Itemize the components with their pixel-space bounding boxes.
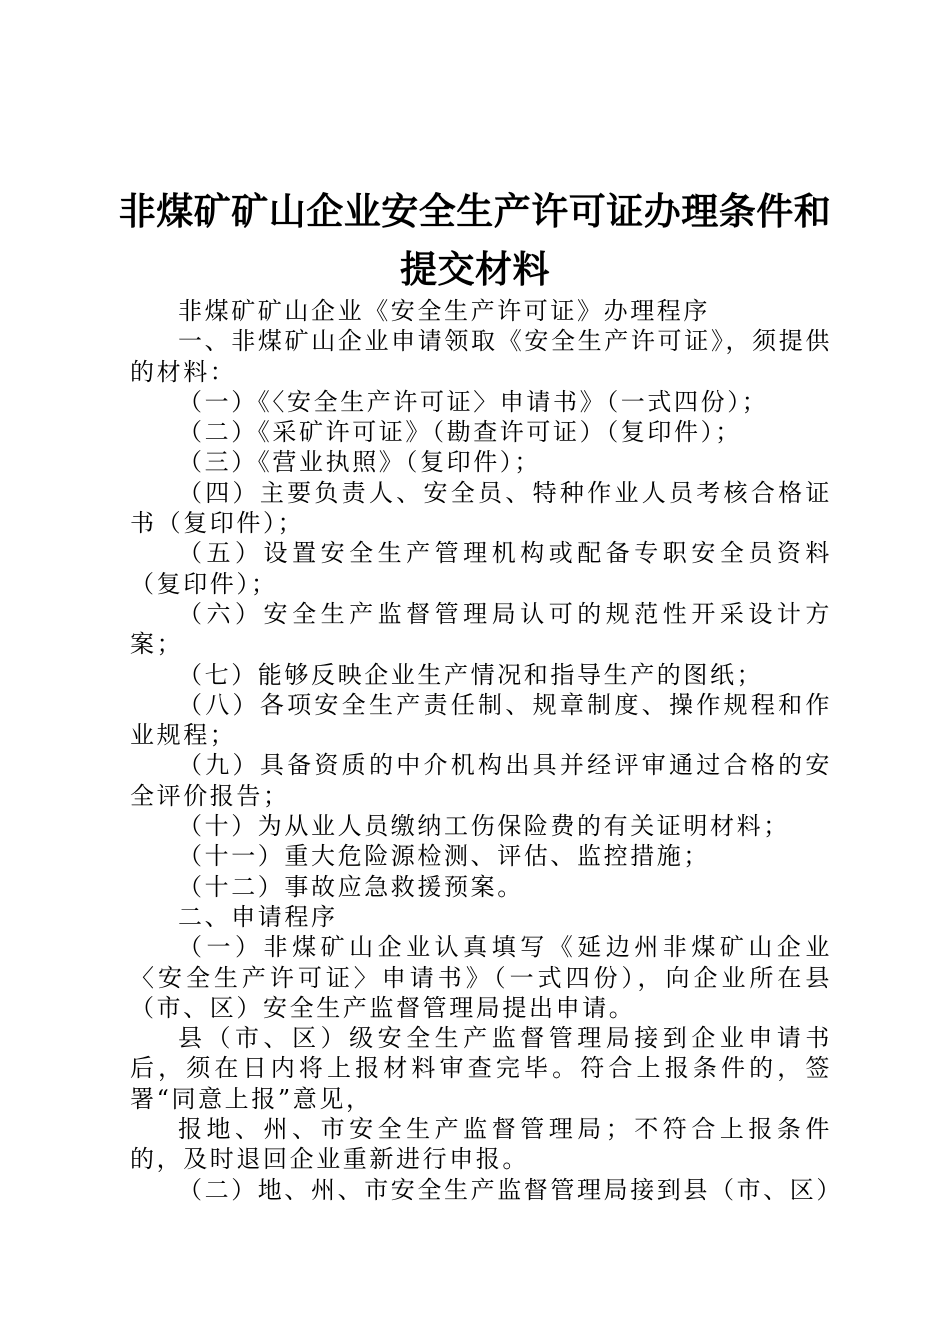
paragraph-procedure-heading: 非煤矿矿山企业《安全生产许可证》办理程序	[178, 297, 710, 325]
list-item: （三）《营业执照》（复印件）；	[178, 448, 541, 477]
list-item: （九）具备资质的中介机构出具并经评审通过合格的安全评价报告；	[130, 751, 832, 810]
list-item: （一）《〈安全生产许可证〉申请书》（一式四份）；	[178, 387, 769, 416]
paragraph: 报地、州、市安全生产监督管理局；不符合上报条件的，及时退回企业重新进行申报。	[130, 1115, 832, 1174]
document-title: 非煤矿矿山企业安全生产许可证办理条件和提交材料	[118, 189, 832, 291]
paragraph: 县（市、区）级安全生产监督管理局接到企业申请书后，须在日内将上报材料审查完毕。符合上报条件的，签署“同意上报”意见，	[130, 1024, 832, 1113]
list-item: （二）《采矿许可证》（勘查许可证）（复印件）；	[178, 418, 742, 447]
list-item: （十二）事故应急救援预案。	[178, 872, 524, 901]
list-item: （六）安全生产监督管理局认可的规范性开采设计方案；	[130, 599, 832, 659]
paragraph: （二）地、州、市安全生产监督管理局接到县（市、区）	[178, 1175, 843, 1204]
paragraph: （一）非煤矿山企业认真填写《延边州非煤矿山企业〈安全生产许可证〉申请书》（一式四份），向企业所在县（市、区）安全生产监督管理局提出申请。	[130, 933, 832, 1022]
paragraph-section-two: 二、申请程序	[178, 902, 338, 931]
list-item: （十）为从业人员缴纳工伤保险费的有关证明材料；	[178, 812, 790, 841]
list-item: （七）能够反映企业生产情况和指导生产的图纸；	[178, 660, 764, 689]
document-body	[130, 296, 843, 1205]
list-item: （八）各项安全生产责任制、规章制度、操作规程和作业规程；	[130, 690, 832, 750]
list-item: （十一）重大危险源检测、评估、监控措施；	[178, 842, 710, 871]
list-item: （四）主要负责人、安全员、特种作业人员考核合格证书（复印件）；	[130, 478, 832, 538]
paragraph-section-one: 一、非煤矿山企业申请领取《安全生产许可证》，须提供的材料：	[130, 327, 832, 386]
list-item: （五）设置安全生产管理机构或配备专职安全员资料（复印件）；	[130, 539, 832, 598]
